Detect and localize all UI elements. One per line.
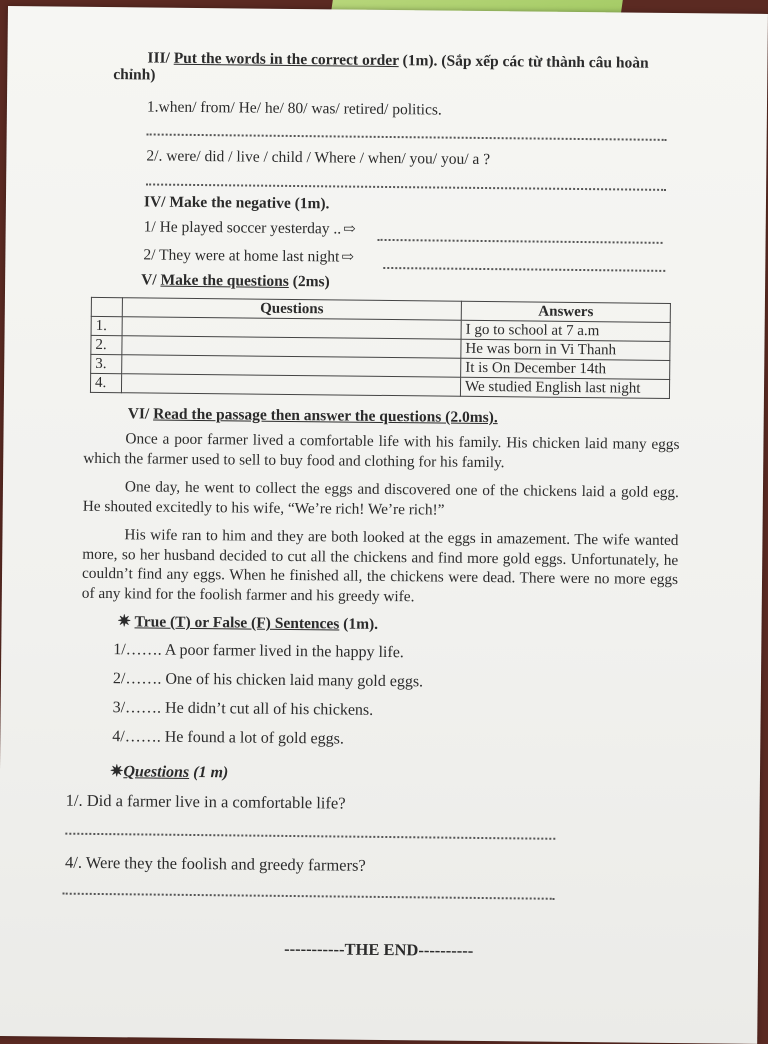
questions-suffix: (1 m) [189, 763, 229, 782]
negative-item-2 [143, 245, 356, 266]
right-arrow-icon: ⇨ [343, 221, 356, 238]
negative-item-2-text: 2/ They were at home last night [143, 246, 340, 266]
passage-paragraph-3: His wife ran to him and they are both looked at the eggs in amazement. The wife wanted more, so her husband decided to cut all the chickens and find more gold eggs. Unfortunately, he couldn’t find any eggs. When he finished all, the chickens were dead. There were no more eggs of any kind for the foolish farmer and his greedy wife. [81, 526, 679, 605]
section5-title: Make the questions [160, 271, 289, 290]
section3-heading [147, 49, 648, 72]
negative-item-1-text: 1/ He played soccer yesterday .. [143, 218, 342, 238]
row-number: 1. [91, 316, 122, 335]
reading-passage [82, 429, 680, 618]
passage-paragraph-2: One day, he went to collect the eggs and discovered one of the chickens laid a gold egg. He shouted excitedly to his wife, “We’re rich! We’re rich!” [82, 478, 680, 519]
section5-number: V/ [141, 271, 157, 289]
row-number: 4. [90, 373, 121, 392]
section6-title: Read the passage then answer the questions (2.0ms). [153, 405, 498, 427]
row-number: 3. [91, 354, 122, 373]
answer-line-question-2 [63, 893, 555, 900]
truefalse-title: True (T) or False (F) Sentences [134, 613, 340, 633]
negative-item-1 [144, 217, 358, 238]
truefalse-heading [117, 611, 378, 634]
answer-cell: We studied English last night [460, 377, 669, 398]
questions-heading [110, 761, 229, 782]
question-item-1: 1/. Did a farmer live in a comfortable life? [65, 790, 346, 813]
worksheet-page [0, 6, 768, 1044]
reorder-item-1: 1.when/ from/ He/ he/ 80/ was/ retired/ politics. [146, 98, 442, 119]
asterisk-icon: ✷ [117, 613, 132, 631]
section3-heading-cont: chỉnh) [113, 66, 156, 84]
answer-line-question-1 [65, 833, 555, 840]
answer-line-negative-2 [383, 267, 665, 272]
answer-cell: I go to school at 7 a.m [461, 320, 670, 341]
answer-line-negative-1 [378, 239, 663, 244]
answer-cell: He was born in Vi Thanh [461, 339, 670, 360]
column-header-answers: Answers [461, 301, 670, 322]
section4-heading: IV/ Make the negative (1m). [143, 193, 330, 213]
section3-suffix: (1m). (Sắp xếp các từ thành câu hoàn [402, 52, 649, 72]
truefalse-item-2: 2/……. One of his chicken laid many gold eggs. [112, 670, 424, 691]
column-header-questions: Questions [122, 298, 461, 321]
section3-number: III/ [147, 49, 170, 67]
truefalse-item-1: 1/……. A poor farmer lived in the happy life. [113, 641, 404, 662]
asterisk-icon: ✷ [109, 763, 124, 781]
reorder-item-2: 2/. were/ did / live / child / Where / when/ you/ you/ a ? [146, 147, 491, 169]
truefalse-suffix: (1m). [343, 615, 379, 633]
questions-title: Questions [123, 763, 190, 781]
answer-cell: It is On December 14th [461, 358, 670, 379]
truefalse-item-4: 4/……. He found a lot of gold eggs. [112, 728, 344, 748]
table-cell-empty [91, 297, 122, 316]
section5-heading [141, 271, 330, 291]
section5-suffix: (2ms) [292, 272, 330, 291]
row-number: 2. [91, 335, 122, 354]
answer-line-reorder-2 [146, 183, 666, 190]
passage-paragraph-1: Once a poor farmer lived a comfortable life with his family. His chicken laid many eggs which the farmer used to sell to buy food and clothing for his family. [83, 430, 680, 471]
question-cell [121, 374, 460, 397]
the-end-footer: -----------THE END---------- [284, 938, 474, 960]
section3-title: Put the words in the correct order [173, 49, 399, 70]
questions-table [90, 297, 671, 399]
truefalse-item-3: 3/……. He didn’t cut all of his chickens. [112, 699, 374, 719]
question-item-2: 4/. Were they the foolish and greedy farmers? [64, 852, 366, 875]
answer-line-reorder-1 [147, 133, 667, 140]
right-arrow-icon: ⇨ [341, 249, 355, 266]
section6-number: VI/ [127, 405, 150, 423]
section6-heading [128, 405, 498, 427]
